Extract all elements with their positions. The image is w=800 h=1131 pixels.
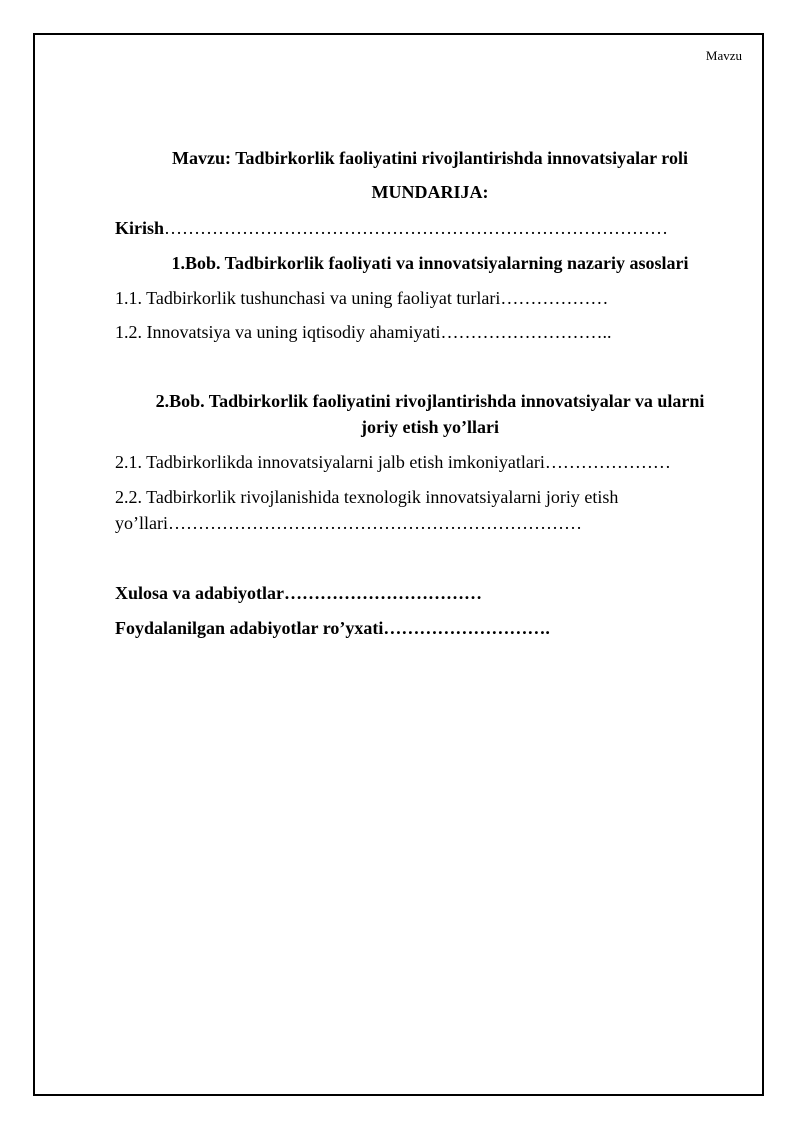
chapter1-title: 1.Bob. Tadbirkorlik faoliyati va innovatsiyalarning nazariy asoslari — [171, 253, 689, 273]
toc-item-2-2-line1: 2.2. Tadbirkorlik rivojlanishida texnologik innovatsiyalarni joriy etish — [115, 487, 619, 507]
chapter2-title-line2: joriy etish yo’llari — [361, 417, 499, 437]
contents-title: MUNDARIJA: — [371, 182, 489, 202]
document-topic: Mavzu: Tadbirkorlik faoliyatini rivojlantirishda innovatsiyalar roli — [172, 148, 688, 168]
toc-intro-label: Kirish — [115, 218, 165, 238]
toc-item-1-1: 1.1. Tadbirkorlik tushunchasi va uning faoliyat turlari……………… — [115, 288, 609, 308]
toc-references: Foydalanilgan adabiyotlar ro’yxati………………………. — [115, 618, 550, 638]
toc-intro — [115, 215, 745, 241]
toc-conclusion: Xulosa va adabiyotlar…………………………… — [115, 583, 483, 603]
toc-item-2-1: 2.1. Tadbirkorlikda innovatsiyalarni jalb etish imkoniyatlari………………… — [115, 452, 671, 472]
toc-item-2-2-line2: yo’llari…………………………………………………………… — [115, 513, 582, 533]
toc-item-1-2: 1.2. Innovatsiya va uning iqtisodiy ahamiyati……………………….. — [115, 322, 612, 342]
chapter2-title-line1: 2.Bob. Tadbirkorlik faoliyatini rivojlantirishda innovatsiyalar va ularni — [155, 391, 705, 411]
toc-intro-leader: ………………………………………………………………………… — [164, 218, 669, 238]
header-label: Mavzu — [705, 48, 742, 63]
